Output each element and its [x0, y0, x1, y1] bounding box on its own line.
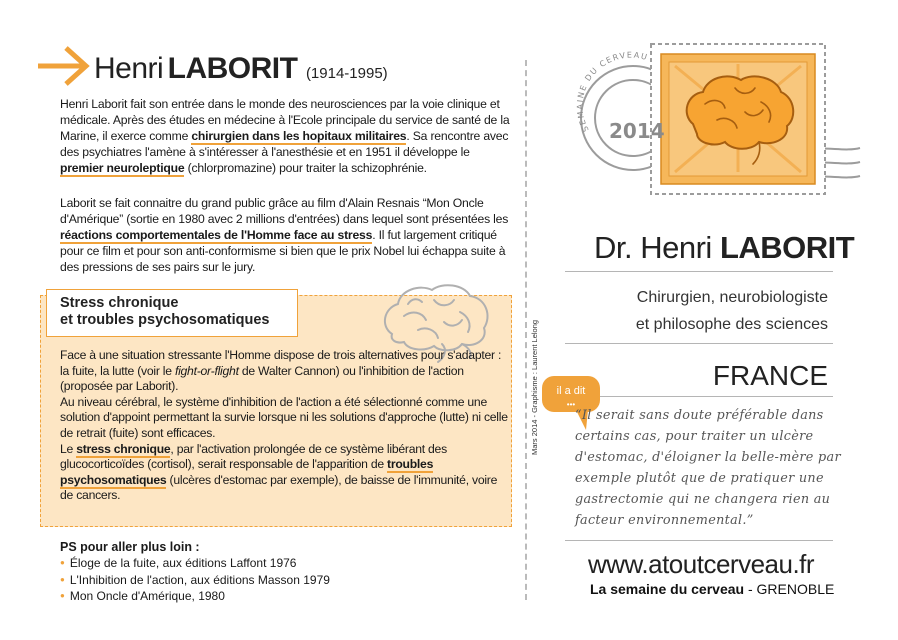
list-item: ● L'Inhibition de l'action, aux éditions Masson 1979: [60, 573, 330, 590]
footer-line: La semaine du cerveau - GRENOBLE: [590, 581, 835, 597]
ps-list: [60, 556, 330, 606]
postmark-text: SEMAINE DU CERVEAU: [575, 50, 650, 134]
title-dates: (1914-1995): [305, 65, 388, 82]
vertical-divider: [525, 60, 527, 600]
stress-text: Face à une situation stressante l'Homme dispose de trois alternatives pour s'adapter : la fuite, la lutte (voir le fight-or-flight de Walter Cannon) ou l'inhibition de l'action (proposée par Laborit). Au niveau cérébral, le système d'inhibition de l'action a été sélectionné comme une solution d'appoint permettant la survie lorsque ni les solutions d'approche (lutte) ni celle de retrait (fuite) sont efficaces. Le stress chronique, par l'activation prolongée de ce système libérant des glucocorticoïdes (cortisol), serait responsable de l'apparition de troubles psychosomatiques (ulcères d'estomac par exemple), de baisse de l'immunité, voire de cancers.: [60, 348, 508, 503]
stamp-year: 2014: [609, 119, 665, 143]
arrow-icon: [38, 46, 90, 86]
divider-line: [565, 540, 833, 541]
postage-stamp: [575, 38, 865, 228]
dr-name: Dr. Henri LABORIT: [594, 230, 855, 265]
highlight-stress-chronique: stress chronique: [76, 441, 171, 456]
title-first-name: Henri: [94, 52, 164, 85]
list-item: ● Éloge de la fuite, aux éditions Laffont 1976: [60, 556, 330, 573]
credit-text: Mars 2014 - Graphisme : Laurent Lelong: [530, 319, 539, 455]
highlight-reactions: réactions comportementales de l'Homme face au stress: [60, 228, 373, 242]
bubble-dots: •••: [566, 400, 576, 409]
website-url[interactable]: www.atoutcerveau.fr: [588, 549, 815, 579]
divider-line: [565, 343, 833, 344]
bio-paragraph-1: Henri Laborit fait son entrée dans le monde des neurosciences par la voie clinique et médicale. Après des études en médecine à l'Ecole principale du service de santé de la Marine, il exerce comme chirurgien dans les hopitaux militaires. Sa rencontre avec des psychiatres l'amène à s'intéresser à l'anesthésie et en 1951 il développe le premier neuroleptique (chlorpromazine) pour traiter la schizophrénie.: [60, 97, 510, 175]
bio-paragraph-2: Laborit se fait connaitre du grand public grâce au film d'Alain Resnais “Mon Oncle d'Amérique” (sortie en 1980 avec 2 millions d'entrées) dans lequel sont présentées les réactions comportementales de l'Homme face au stress. Il fut largement critiqué pour ce film et pour son anti-conformisme si bien que le prix Nobel lui échappa suite à des pressions de ses pairs sur le jury.: [60, 196, 509, 274]
ps-title: PS pour aller plus loin :: [60, 540, 200, 554]
stress-title: Stress chronique et troubles psychosomatiques: [60, 295, 270, 328]
title-last-name: LABORIT: [167, 52, 298, 85]
highlight-chirurgien: chirurgien dans les hopitaux militaires: [191, 129, 407, 143]
divider-line: [565, 271, 833, 272]
country: FRANCE: [712, 360, 828, 391]
bubble-label: il a dit: [556, 385, 586, 397]
highlight-neuroleptique: premier neuroleptique: [60, 161, 185, 175]
profession: Chirurgien, neurobiologiste et philosophe des sciences: [635, 289, 828, 333]
quote: “Il serait sans doute préférable dans certains cas, pour traiter un ulcère d'estomac, d'éloigner la belle-mère par exemple plutôt que de pratiquer une gastrectomie qui ne changera rien au facteur environnemental.”: [575, 408, 841, 528]
list-item: ● Mon Oncle d'Amérique, 1980: [60, 589, 330, 606]
highlight-troubles: troubles psychosomatiques: [60, 457, 434, 487]
page-title: [94, 52, 388, 86]
